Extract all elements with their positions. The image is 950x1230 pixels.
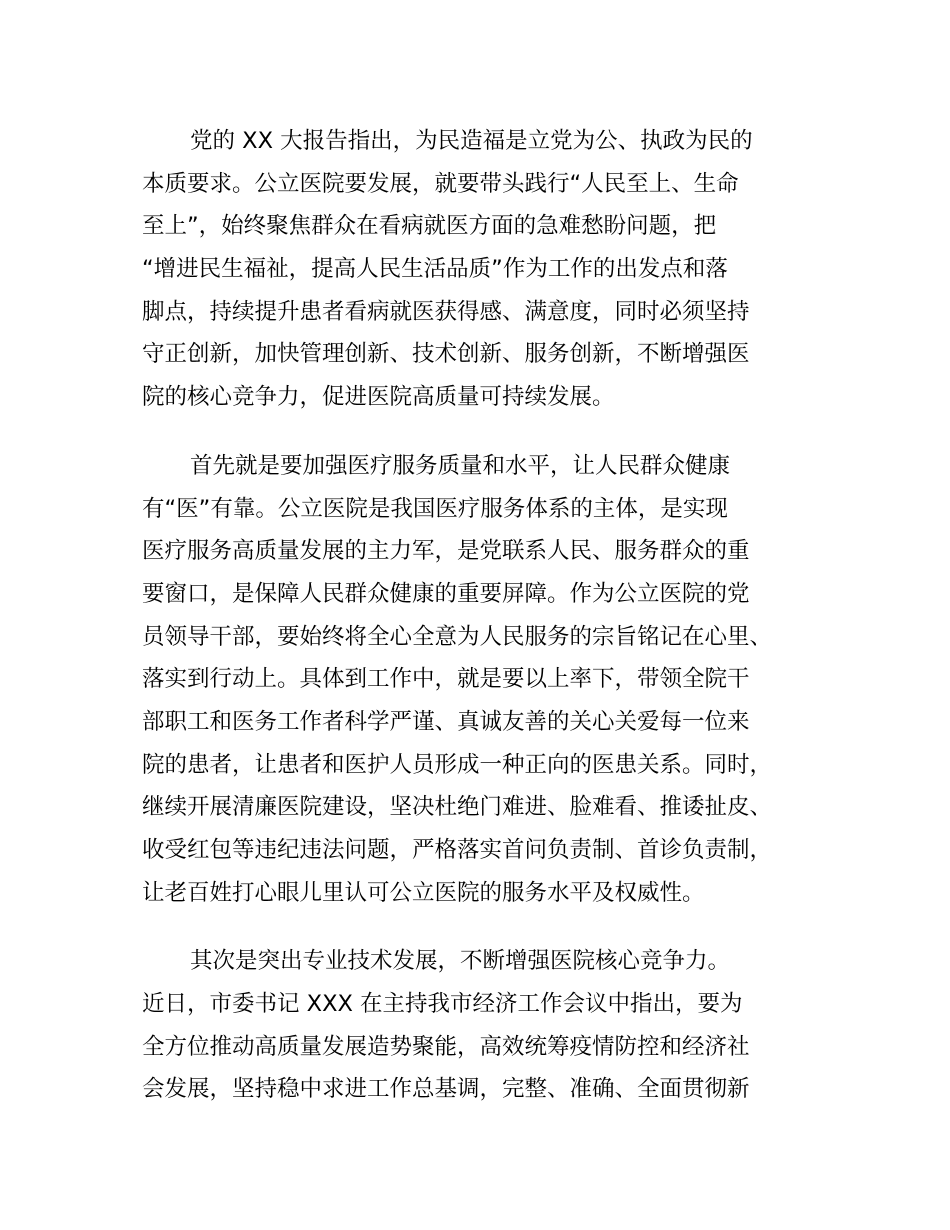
paragraph-line: 守正创新，加快管理创新、技术创新、服务创新，不断增强医: [142, 341, 750, 368]
paragraph-line: 其次是突出专业技术发展，不断增强医院核心竞争力。: [190, 948, 731, 975]
paragraph-line: 脚点，持续提升患者看病就医获得感、满意度，同时必须坚持: [142, 298, 750, 325]
paragraph-line: 院的核心竞争力，促进医院高质量可持续发展。: [142, 384, 615, 411]
paragraph-line: 要窗口，是保障人民群众健康的重要屏障。作为公立医院的党: [142, 580, 750, 607]
paragraph-2: [142, 445, 842, 915]
paragraph-line: 有“医”有靠。公立医院是我国医疗服务体系的主体，是实现: [142, 495, 728, 522]
paragraph-line: 近日，市委书记 XXX 在主持我市经济工作会议中指出，要为: [142, 991, 743, 1018]
paragraph-line: 医疗服务高质量发展的主力军，是党联系人民、服务群众的重: [142, 538, 750, 565]
paragraph-line: 至上”，始终聚焦群众在看病就医方面的急难愁盼问题，把: [142, 213, 717, 240]
paragraph-line: 收受红包等违纪违法问题，严格落实首问负责制、首诊负责制，: [142, 837, 773, 863]
paragraph-line: 继续开展清廉医院建设，坚决杜绝门难进、脸难看、推诿扯皮、: [142, 794, 773, 821]
paragraph-line: 落实到行动上。具体到工作中，就是要以上率下，带领全院干: [142, 666, 750, 693]
paragraph-line: 部职工和医务工作者科学严谨、真诚友善的关心关爱每一位来: [142, 708, 750, 735]
paragraph-line: 全方位推动高质量发展造势聚能，高效统筹疫情防控和经济社: [142, 1033, 750, 1060]
paragraph-line: 本质要求。公立医院要发展，就要带头践行“人民至上、生命: [142, 170, 739, 197]
paragraph-line: 员领导干部，要始终将全心全意为人民服务的宗旨铭记在心里、: [142, 623, 773, 650]
paragraph-line: “增进民生福祉，提高人民生活品质”作为工作的出发点和落: [142, 256, 728, 283]
paragraph-3: [142, 940, 842, 1111]
paragraph-line: 会发展，坚持稳中求进工作总基调，完整、准确、全面贯彻新: [142, 1076, 750, 1103]
document-body: [142, 120, 842, 1137]
paragraph-line: 院的患者，让患者和医护人员形成一种正向的医患关系。同时，: [142, 751, 773, 778]
paragraph-line: 党的 XX 大报告指出，为民造福是立党为公、执政为民的: [190, 128, 753, 154]
paragraph-line: 首先就是要加强医疗服务质量和水平，让人民群众健康: [190, 452, 731, 479]
paragraph-line: 让老百姓打心眼儿里认可公立医院的服务水平及权威性。: [142, 879, 705, 906]
paragraph-1: [142, 120, 842, 419]
